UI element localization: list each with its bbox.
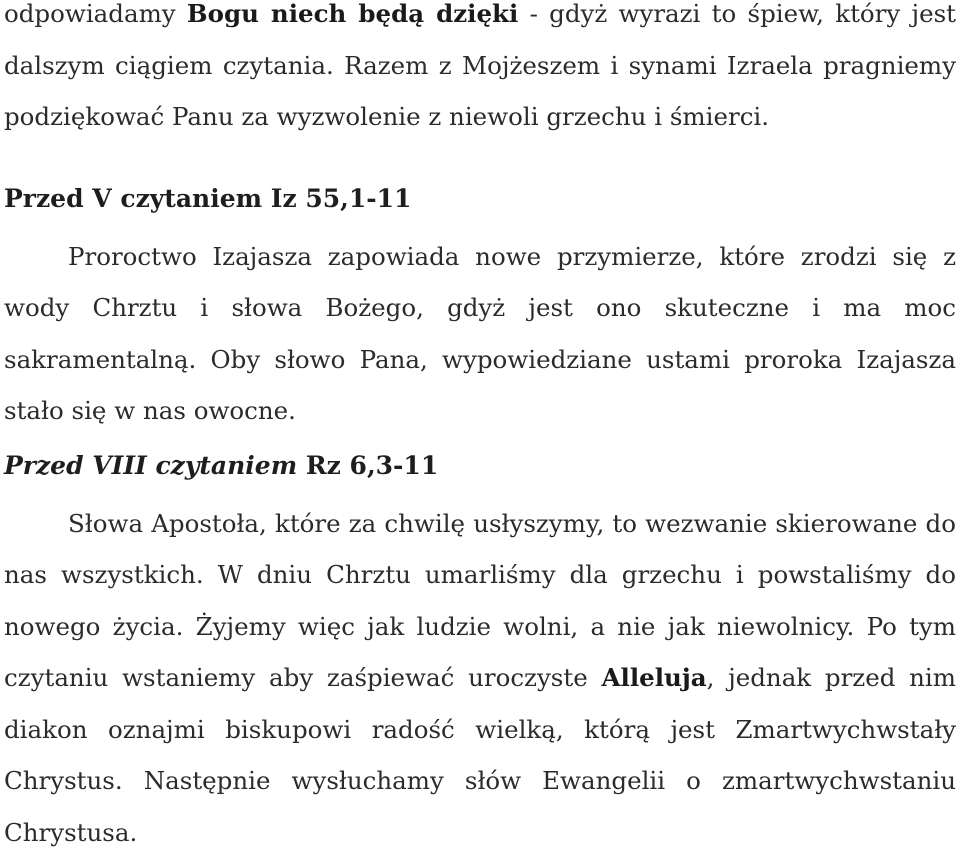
intro-text-rest: - gdyż wyrazi to śpiew, który jest dalszym ciągiem czytania. Razem z Mojżeszem i synami Izraela pragniemy podziękować Panu za wyzwolenie z niewoli grzechu i śmierci.	[4, 0, 956, 131]
alleluja-bold: Alleluja	[602, 663, 707, 692]
section8-heading-reference: Rz 6,3-11	[297, 451, 438, 480]
intro-text-start: odpowiadamy	[4, 0, 187, 28]
section8-heading-italic: Przed VIII czytaniem	[4, 451, 297, 480]
response-bold-phrase: Bogu niech będą dzięki	[187, 0, 518, 28]
intro-paragraph	[4, 0, 956, 143]
section8-text-end: , jednak przed nim diakon oznajmi biskupowi radość wielką, którą jest Zmartwychwstały Chrystus. Następnie wysłuchamy słów Ewangelii o zmartwychwstaniu Chrystusa.	[4, 663, 956, 847]
document-page	[4, 0, 956, 858]
section8-text-start: Słowa Apostoła, które za chwilę usłyszymy, to wezwanie skierowane do nas wszystkich. W dniu Chrztu umarliśmy dla grzechu i powstaliśmy do nowego życia. Żyjemy więc jak ludzie wolni, a nie jak niewolnicy. Po tym czytaniu wstaniemy aby zaśpiewać uroczyste	[4, 509, 956, 693]
section8-paragraph	[4, 498, 956, 858]
section5-heading: Przed V czytaniem Iz 55,1-11	[4, 173, 956, 225]
section5-paragraph: Proroctwo Izajasza zapowiada nowe przymierze, które zrodzi się z wody Chrztu i słowa Bożego, gdyż jest ono skuteczne i ma moc sakramentalną. Oby słowo Pana, wypowiedziane ustami proroka Izajasza stało się w nas owocne.	[4, 231, 956, 437]
section8-heading	[4, 440, 956, 492]
